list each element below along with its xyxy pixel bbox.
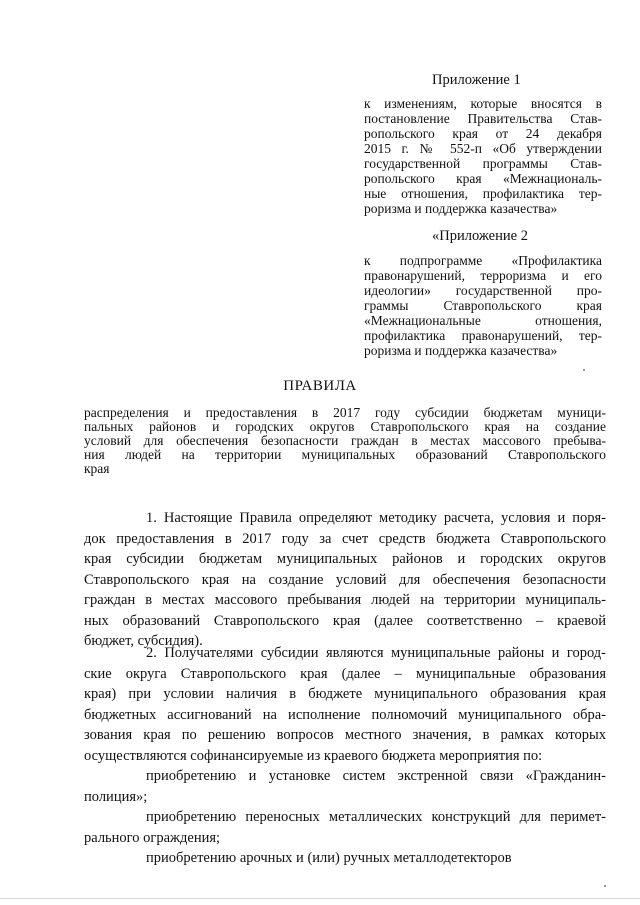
subtitle-line: пальных районов и городских округов Ставропольского края на создание [84, 419, 606, 434]
appendix-1-line: ропольского края от 24 декабря [364, 126, 602, 141]
appendix-1-line: к изменениям, которые вносятся в [364, 96, 602, 111]
appendix-1-title: Приложение 1 [432, 72, 521, 88]
appendix-2-line: роризма и поддержка казачества» [364, 343, 558, 358]
paragraph-line: 1. Настоящие Правила определяют методику расчета, условия и поря- [146, 510, 606, 526]
list-item-emergency-communication [84, 766, 606, 807]
appendix-1-line: постановление Правительства Став- [364, 111, 602, 126]
appendix-1-line: роризма и поддержка казачества» [364, 201, 558, 216]
scan-speck [604, 885, 606, 887]
paragraph-line: осуществляются софинансируемые из краевого бюджета мероприятия по: [84, 747, 543, 764]
paragraph-line: граждан в местах массового пребывания людей на территории муниципаль- [84, 592, 606, 608]
paragraph-line: бюджет, субсидия). [84, 633, 203, 649]
subtitle-line: условий для обеспечения безопасности граждан в местах массового пребыва- [84, 433, 606, 448]
list-item-metal-detectors [84, 848, 606, 869]
page-edge-line [0, 898, 640, 899]
paragraph-line: приобретению и установке систем экстренной связи «Гражданин- [146, 768, 606, 784]
appendix-2-line: правонарушений, терроризма и его [364, 268, 602, 283]
paragraph-line: бюджетных ассигнований на исполнение полномочий муниципального обра- [84, 706, 606, 723]
paragraph-1 [84, 508, 606, 652]
paragraph-line: полиция»; [84, 788, 148, 805]
document-title: ПРАВИЛА [283, 378, 357, 394]
paragraph-line: Ставропольского края на создание условий для обеспечения безопасности [84, 571, 606, 588]
paragraph-line: приобретению арочных и (или) ручных металлодетекторов [146, 850, 512, 866]
appendix-1-line: государственной программы Став- [364, 156, 602, 171]
paragraph-line: 2. Получателями субсидии являются муниципальные районы и город- [146, 645, 606, 661]
paragraph-line: приобретению переносных металлических конструкций для перимет- [146, 809, 606, 825]
paragraph-line: зования края по решению вопросов местного значения, в рамках которых [84, 727, 606, 743]
appendix-2-text [364, 253, 602, 358]
appendix-1-line: 2015 г. № 552-п «Об утверждении [364, 141, 602, 156]
appendix-1-line: ропольского края «Межнациональ- [364, 171, 602, 186]
appendix-2-line: «Межнациональные отношения, [364, 313, 602, 328]
paragraph-line: док предоставления в 2017 году за счет средств бюджета Ставропольского [84, 530, 606, 547]
appendix-2-line: к подпрограмме «Профилактика [364, 253, 602, 268]
appendix-2-line: граммы Ставропольского края [364, 298, 602, 313]
appendix-2-line: идеологии» государственной про- [364, 283, 602, 298]
paragraph-line: края) при условии наличия в бюджете муниципального образования края [84, 686, 606, 702]
subtitle-line: ния людей на территории муниципальных образований Ставропольского [84, 447, 606, 462]
document-subtitle [84, 406, 606, 476]
scan-speck [583, 369, 585, 371]
paragraph-line: рального ограждения; [84, 829, 221, 846]
paragraph-line: края субсидии бюджетам муниципальных районов и городских округов [84, 551, 606, 567]
paragraph-line: ных образований Ставропольского края (далее соответственно – краевой [84, 612, 606, 629]
paragraph-2 [84, 643, 606, 766]
subtitle-line: края [84, 461, 110, 476]
subtitle-line: распределения и предоставления в 2017 году субсидии бюджетам муници- [84, 405, 606, 420]
appendix-2-title: «Приложение 2 [432, 228, 528, 244]
appendix-2-line: профилактика правонарушений, тер- [364, 328, 602, 343]
appendix-1-text [364, 96, 602, 216]
appendix-1-line: ные отношения, профилактика тер- [364, 186, 602, 201]
list-item-perimeter-fencing [84, 807, 606, 848]
paragraph-line: ские округа Ставропольского края (далее – муниципальные образования [84, 665, 606, 682]
